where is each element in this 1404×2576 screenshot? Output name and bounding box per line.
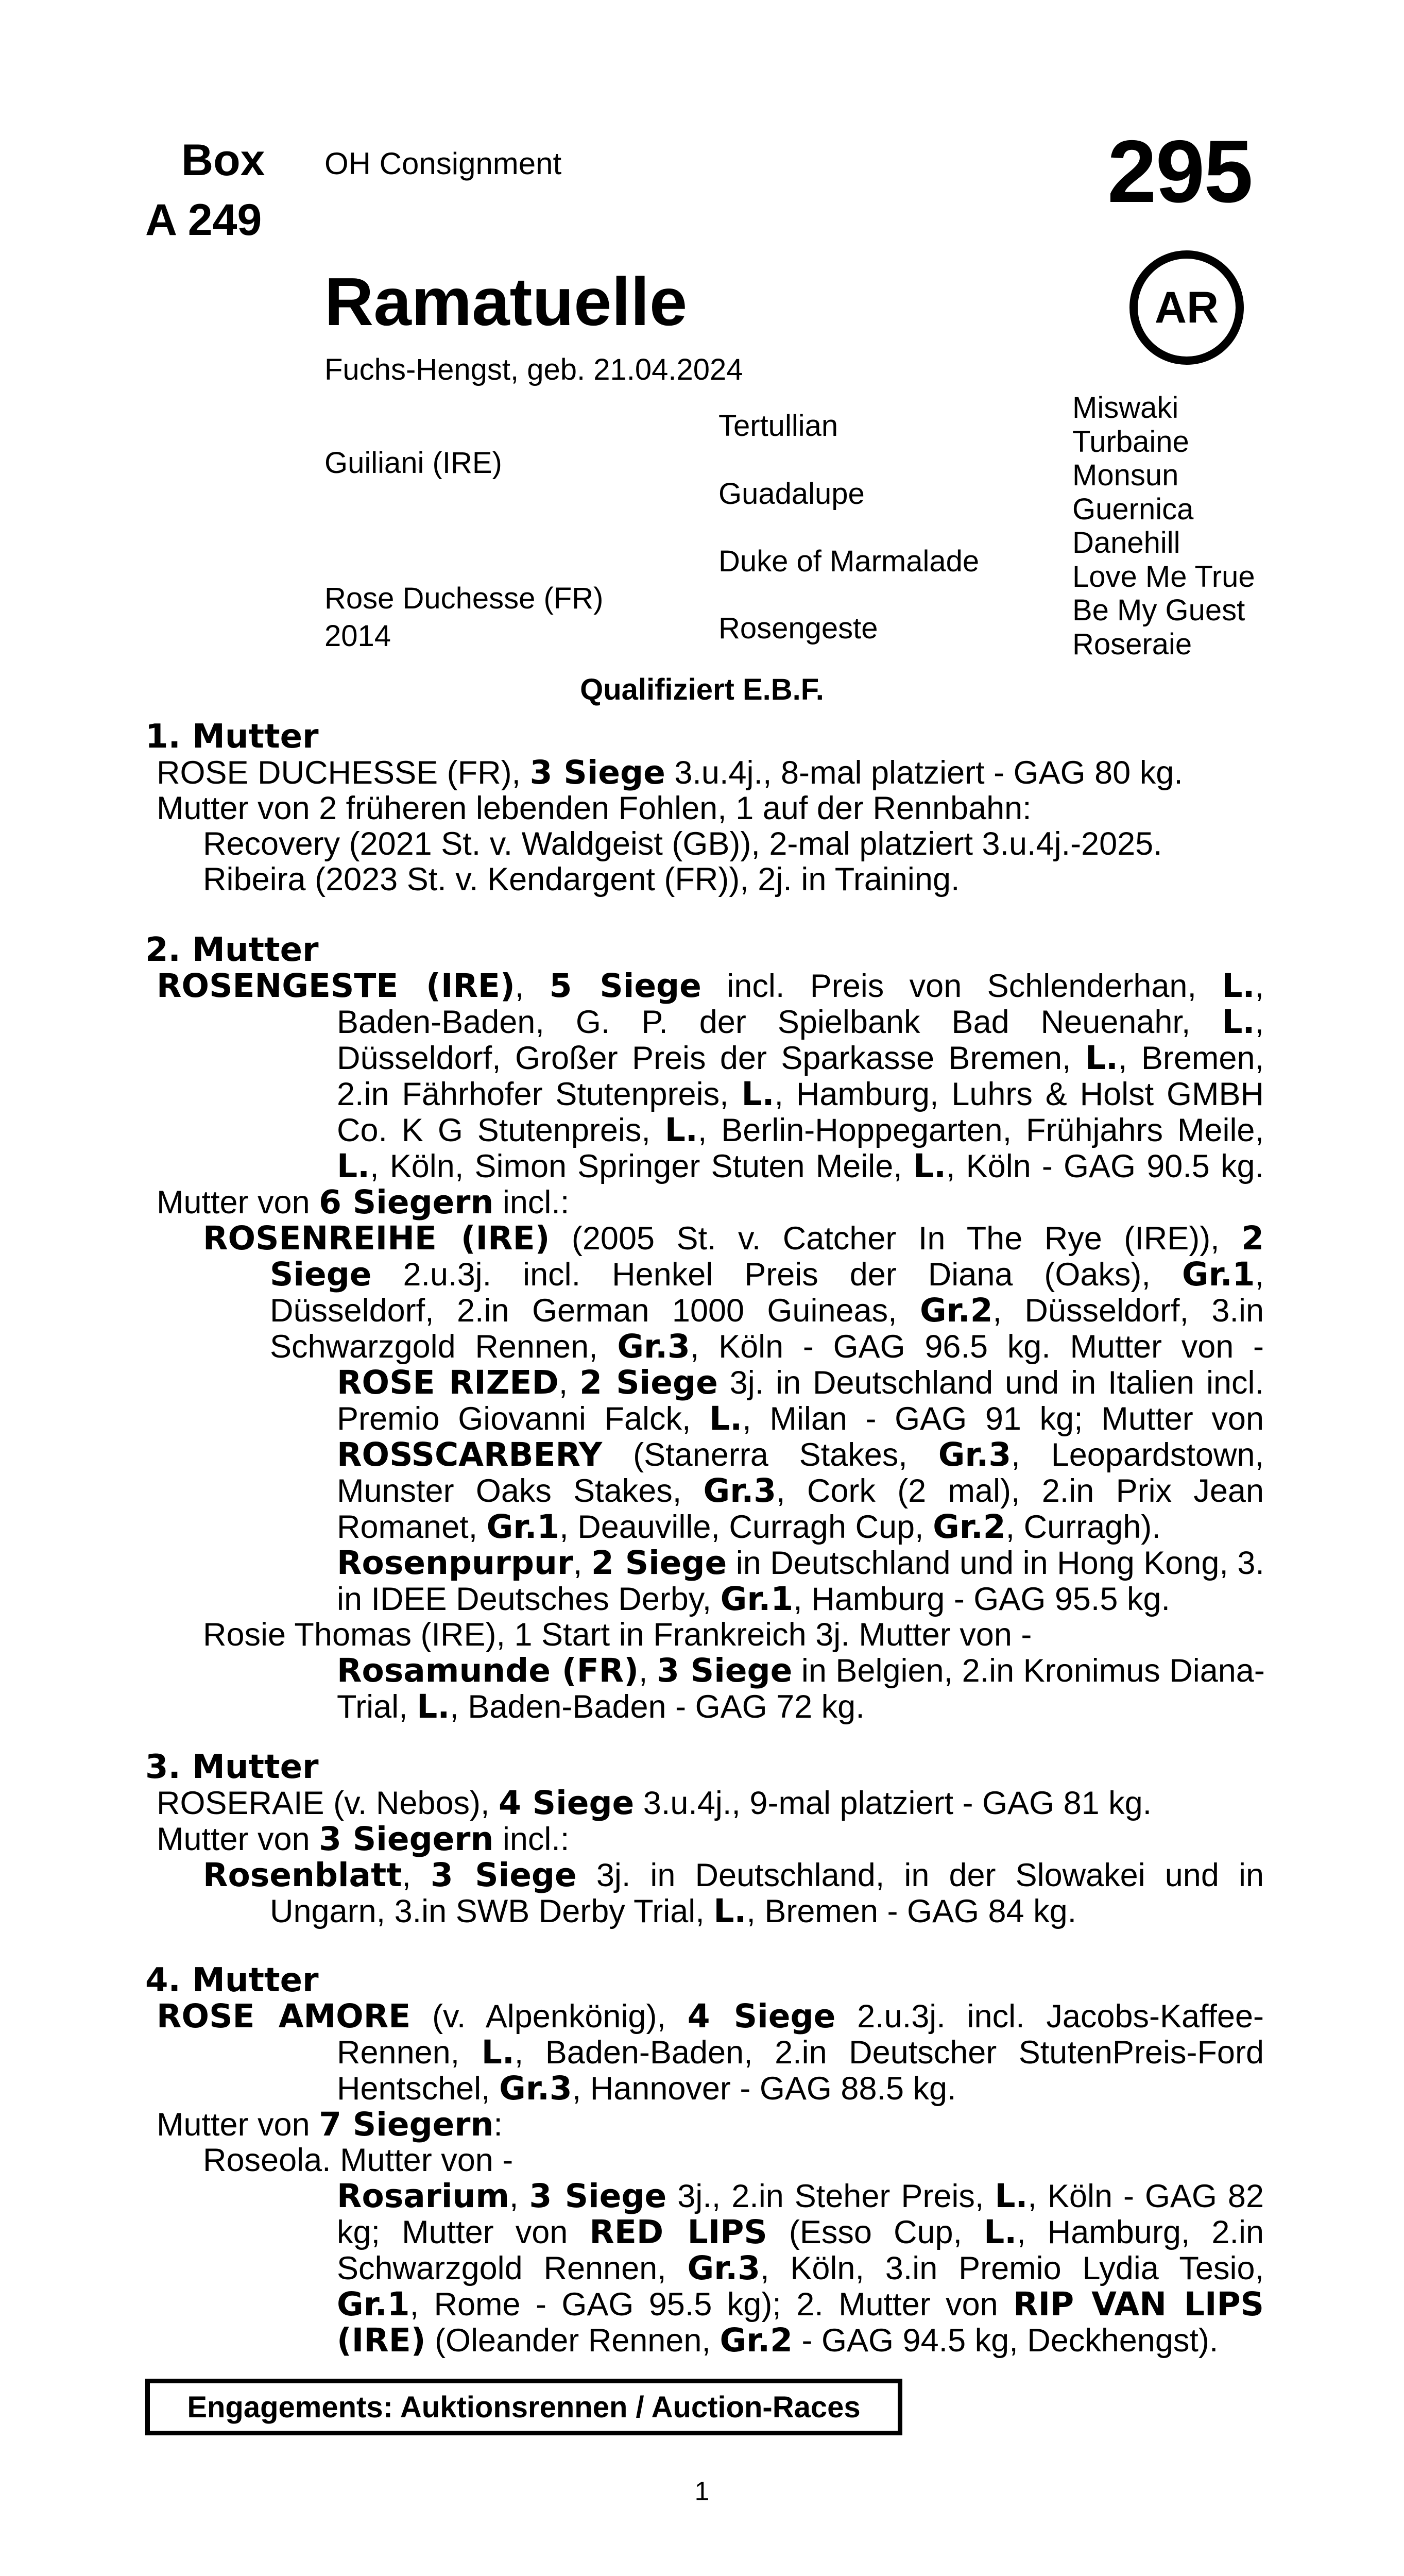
pedigree-dam: Rose Duchesse (FR) [324,582,604,615]
text-run: , Düsseldorf, 3.in [992,1293,1264,1329]
pedigree-grandparent: Tertullian [718,409,838,443]
text-run: , Hamburg, 2.in [1017,2214,1264,2250]
text-run: , Hamburg - GAG 95.5 kg. [793,1581,1170,1617]
text-run: Trial, [337,1689,417,1725]
text-run: Roseola. Mutter von - [203,2142,513,2178]
text-run: Mutter von [157,1821,319,1857]
bold-text-run: L. [337,1147,370,1185]
bold-text-run: 3 Siege [529,2177,667,2215]
bold-text-run: Gr.2 [720,2321,793,2359]
text-run: 2.u.3j. incl. Jacobs-Kaffee- [835,1998,1264,2035]
bold-text-run: Gr.3 [938,1436,1012,1473]
text-line [337,2250,1264,2286]
section-heading: 4. Mutter [145,1961,319,1999]
text-line [203,2143,1264,2178]
bold-text-run: Rosenblatt [203,1856,402,1894]
text-line [157,2107,1264,2143]
box-number: A 249 [145,195,262,245]
text-run: Düsseldorf, 2.in German 1000 Guineas, [270,1293,920,1329]
bold-text-run: L. [1222,1003,1255,1041]
bold-text-run: Rosenpurpur [337,1544,573,1582]
bold-text-run: L. [984,2213,1017,2251]
box-label: Box [181,135,265,185]
bold-text-run: 2 [1241,1219,1264,1257]
text-run: 3.u.4j., 8-mal platziert - GAG 80 kg. [665,755,1183,791]
bold-text-run: Gr.3 [703,1472,777,1510]
text-line [337,2035,1264,2071]
page-number: 1 [694,2477,710,2506]
pedigree-grandparent: Guadalupe [718,477,865,511]
pedigree-grandparent: Duke of Marmalade [718,545,980,578]
text-line [337,1040,1264,1076]
bold-text-run: 2 Siege [591,1544,727,1582]
bold-text-run: Siege [270,1256,372,1293]
text-run: Hentschel, [337,2071,500,2107]
text-run: in IDEE Deutsches Derby, [337,1581,721,1617]
text-run: , Baden-Baden - GAG 72 kg. [450,1689,865,1725]
text-run: incl.: [493,1821,570,1857]
pedigree-great-grandparent: Guernica [1072,493,1194,526]
section-heading: 2. Mutter [145,931,319,969]
text-run: Co. K G Stutenpreis, [337,1112,665,1148]
text-line [270,1329,1264,1365]
text-run: , [1255,1004,1264,1040]
section-heading: 3. Mutter [145,1748,319,1786]
consignor: OH Consignment [324,146,562,181]
pedigree-great-grandparent: Love Me True [1072,560,1255,594]
text-line [337,2286,1264,2323]
text-run: 3j. in Deutschland und in Italien incl. [717,1365,1264,1401]
text-run: , Köln, Simon Springer Stuten Meile, [370,1148,913,1184]
text-line [337,1689,1264,1725]
text-line [337,1148,1264,1184]
text-line [157,1998,1264,2035]
text-line [337,1581,1264,1617]
bold-text-run: Rosarium [337,2177,509,2215]
bold-text-run: 3 Siege [430,1856,577,1894]
pedigree-great-grandparent: Monsun [1072,459,1179,492]
text-run: , Köln - GAG 96.5 kg. Mutter von - [690,1329,1264,1365]
bold-text-run: Gr.1 [337,2285,410,2323]
text-run: , [639,1653,657,1689]
bold-text-run: Gr.2 [933,1508,1006,1546]
bold-text-run: 3 Siege [657,1652,793,1689]
text-run: Mutter von [157,2107,319,2143]
text-run: Premio Giovanni Falck, [337,1401,710,1437]
text-run: , Curragh). [1005,1509,1161,1545]
text-line [337,1545,1264,1581]
text-run: Romanet, [337,1509,487,1545]
bold-text-run: 6 Siegern [319,1183,494,1221]
text-line [337,1437,1264,1473]
section-third-dam [145,1748,1264,1930]
text-run: in Deutschland und in Hong Kong, 3. [727,1545,1264,1581]
text-run: (Oleander Rennen, [425,2323,720,2359]
text-run: Munster Oaks Stakes, [337,1473,704,1509]
text-run: in Belgien, 2.in Kronimus Diana- [792,1653,1265,1689]
text-run: 2.in Fährhofer Stutenpreis, [337,1076,742,1112]
text-line [203,862,1264,897]
text-line [157,791,1264,826]
bold-text-run: 4 Siege [499,1784,635,1822]
text-line [270,1293,1264,1329]
bold-text-run: L. [995,2177,1028,2215]
text-line [337,2214,1264,2250]
text-run: (2005 St. v. Catcher In The Rye (IRE)), [550,1221,1242,1257]
horse-description: Fuchs-Hengst, geb. 21.04.2024 [324,353,743,386]
text-run: , Milan - GAG 91 kg; Mutter von [742,1401,1264,1437]
bold-text-run: L. [417,1688,450,1725]
section-heading: 1. Mutter [145,718,319,756]
text-run: , [558,1365,580,1401]
bold-text-run: L. [481,2033,515,2071]
text-run: Rennen, [337,2035,482,2071]
text-run: , Deauville, Curragh Cup, [559,1509,933,1545]
text-run: Recovery (2021 St. v. Waldgeist (GB)), 2-mal platziert 3.u.4j.-2025. [203,826,1162,862]
text-run: : [493,2107,503,2143]
text-run: , [509,2178,529,2214]
bold-text-run: L. [1222,967,1255,1005]
pedigree-great-grandparent: Be My Guest [1072,594,1245,627]
text-line [157,1821,1264,1857]
text-line [203,1857,1264,1893]
bold-text-run: 4 Siege [687,1997,836,2035]
bold-text-run: L. [709,1400,743,1437]
horse-name: Ramatuelle [324,264,688,340]
text-run: Baden-Baden, G. P. der Spielbank Bad Neuenahr, [337,1004,1222,1040]
text-run: 3.u.4j., 9-mal platziert - GAG 81 kg. [634,1785,1152,1821]
bold-text-run: Gr.2 [919,1292,993,1329]
bold-text-run: Gr.3 [499,2070,572,2107]
text-line [337,1365,1264,1401]
text-line [270,1893,1264,1929]
bold-text-run: Gr.1 [486,1508,560,1546]
bold-text-run: 3 Siegern [319,1820,494,1858]
lot-number: 295 [1107,122,1252,221]
bold-text-run: L. [713,1892,747,1930]
text-run: 2.u.3j. incl. Henkel Preis der Diana (Oaks), [371,1257,1182,1293]
text-run: , Hamburg, Luhrs & Holst GMBH [774,1076,1264,1112]
text-run: , Köln, 3.in Premio Lydia Tesio, [760,2250,1264,2286]
text-run: (Stanerra Stakes, [602,1437,938,1473]
text-line [337,1473,1264,1509]
bold-text-run: Gr.3 [617,1328,690,1365]
text-run: , Leopardstown, [1011,1437,1264,1473]
text-run: (v. Alpenkönig), [410,1998,688,2035]
text-run: kg; Mutter von [337,2214,590,2250]
text-run: ROSERAIE (v. Nebos), [157,1785,499,1821]
bold-text-run: Gr.1 [1182,1256,1255,1293]
text-run: Rosie Thomas (IRE), 1 Start in Frankreich 3j. Mutter von - [203,1617,1032,1653]
bold-text-run: Gr.1 [720,1580,794,1618]
bold-text-run: 3 Siege [529,754,665,791]
text-run: , Hannover - GAG 88.5 kg. [572,2071,956,2107]
text-run: , [573,1545,591,1581]
pedigree-great-grandparent: Danehill [1072,526,1180,560]
text-line [157,755,1264,791]
bold-text-run: L. [913,1147,947,1185]
text-line [337,2178,1264,2214]
bold-text-run: ROSENGESTE (IRE) [157,967,515,1005]
text-line [337,1401,1264,1437]
text-run: Ribeira (2023 St. v. Kendargent (FR)), 2j. in Training. [203,861,960,897]
text-run: , Köln - GAG 82 [1028,2178,1264,2214]
bold-text-run: L. [741,1075,775,1113]
text-line [337,2323,1264,2359]
bold-text-run: ROSENREIHE (IRE) [203,1219,550,1257]
bold-text-run: Rosamunde (FR) [337,1652,639,1689]
text-line [337,1509,1264,1545]
ar-badge: AR [1129,250,1244,365]
bold-text-run: RIP VAN LIPS [1013,2285,1264,2323]
text-run: , Baden-Baden, 2.in Deutscher StutenPreis-Ford [514,2035,1264,2071]
text-run: incl.: [493,1184,570,1221]
text-run: - GAG 94.5 kg, Deckhengst). [793,2323,1219,2359]
text-run: ROSE DUCHESSE (FR), [157,755,530,791]
text-run: Schwarzgold Rennen, [337,2250,688,2286]
text-run: Schwarzgold Rennen, [270,1329,618,1365]
text-line [337,1004,1264,1040]
text-run: , [1255,1257,1264,1293]
text-line [157,968,1264,1004]
qualification-note: Qualifiziert E.B.F. [580,673,824,706]
bold-text-run: 2 Siege [579,1364,718,1401]
bold-text-run: RED LIPS [589,2213,767,2251]
bold-text-run: L. [664,1111,698,1149]
text-line [203,1617,1264,1653]
section-first-dam [145,720,1264,897]
text-run: , Köln - GAG 90.5 kg. [946,1148,1264,1184]
pedigree-grandparent: Rosengeste [718,612,878,645]
text-line [337,1112,1264,1148]
text-run: Mutter von 2 früheren lebenden Fohlen, 1 auf der Rennbahn: [157,790,1032,826]
engagements-box: Engagements: Auktionsrennen / Auction-Races [145,2379,902,2435]
pedigree-sire: Guiliani (IRE) [324,446,502,480]
bold-text-run: ROSSCARBERY [337,1436,603,1473]
text-run: (Esso Cup, [767,2214,984,2250]
bold-text-run: (IRE) [337,2321,426,2359]
text-run: , Cork (2 mal), 2.in Prix Jean [776,1473,1264,1509]
text-line [157,1785,1264,1821]
bold-text-run: Gr.3 [687,2249,761,2287]
text-run: Mutter von [157,1184,319,1221]
section-second-dam [145,931,1265,1725]
text-run: , [1255,968,1264,1004]
text-run: , Bremen, [1118,1040,1264,1076]
pedigree-dam-year: 2014 [324,619,391,653]
bold-text-run: L. [1085,1039,1118,1077]
bold-text-run: 5 Siege [549,967,701,1005]
text-line [270,1257,1264,1293]
text-line [337,2071,1264,2107]
text-run: , Rome - GAG 95.5 kg); 2. Mutter von [409,2286,1014,2323]
pedigree-great-grandparent: Miswaki [1072,391,1179,425]
text-line [337,1076,1264,1112]
text-run: , [402,1857,431,1893]
bold-text-run: ROSE AMORE [157,1997,411,2035]
text-run: , Bremen - GAG 84 kg. [746,1893,1077,1929]
text-run: incl. Preis von Schlenderhan, [701,968,1222,1004]
text-line [337,1653,1264,1689]
pedigree-great-grandparent: Turbaine [1072,425,1189,459]
text-run: , Berlin-Hoppegarten, Frühjahrs Meile, [697,1112,1264,1148]
section-fourth-dam [145,1961,1264,2359]
text-line [203,1221,1264,1257]
bold-text-run: ROSE RIZED [337,1364,559,1401]
text-run: 3j., 2.in Steher Preis, [666,2178,995,2214]
text-run: Ungarn, 3.in SWB Derby Trial, [270,1893,714,1929]
bold-text-run: 7 Siegern [319,2106,494,2143]
text-run: Düsseldorf, Großer Preis der Sparkasse Bremen, [337,1040,1085,1076]
text-line [157,1184,1264,1221]
text-run: , [515,968,550,1004]
pedigree-great-grandparent: Roseraie [1072,628,1192,661]
text-run: 3j. in Deutschland, in der Slowakei und in [576,1857,1264,1893]
text-line [203,826,1264,862]
